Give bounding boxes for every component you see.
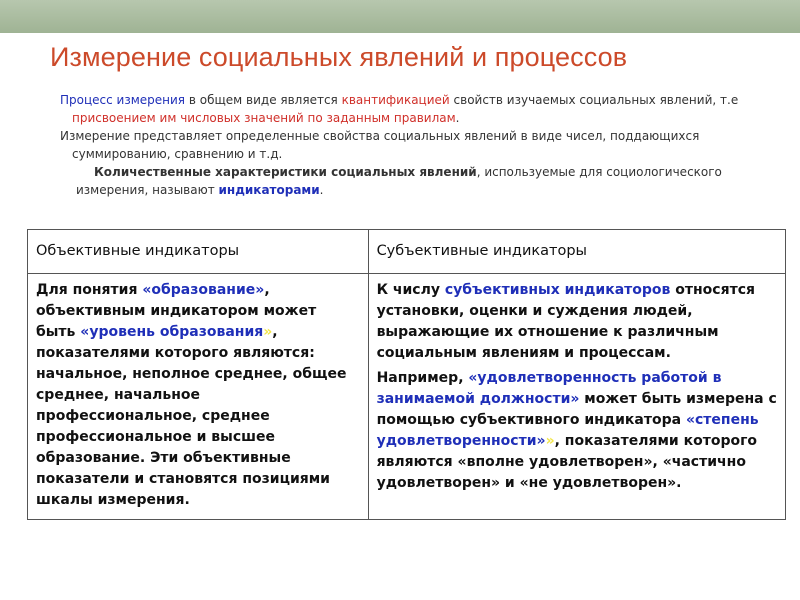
header-subjective-indicators: Субъективные индикаторы [368,230,785,274]
right-p2-c: может быть измерена с помощью субъективного индикатора [376,391,777,428]
indicators-table [27,229,786,520]
right-paragraph-1 [377,280,777,364]
left-quote-mark: » [263,324,273,340]
term-education-level: «уровень образования [80,324,264,340]
term-indicators: индикаторами [218,183,320,197]
intro-text [60,91,760,199]
subjective-indicators-cell [368,274,785,520]
term-quantification: квантификацией [341,93,450,107]
intro-p3-text: , используемые для социологического измерения, называют [76,165,722,197]
right-p2-f: , показателями которого являются «вполне удовлетворен», «частично удовлетворен» и «не удовлетворен». [376,433,758,491]
term-subjective-indicators: субъективных индикаторов [444,282,671,298]
left-text-f: , показателями которого являются: начальное, неполное среднее, общее среднее, начальное профессиональное, среднее профессиональное и высшее образование. Эти объективные показатели и становятся позициями шкалы измерения. [36,324,347,508]
term-quantitative-characteristics: Количественные характеристики социальных явлений [94,165,477,179]
term-assignment: присвоением им числовых значений по заданным правилам [72,111,456,125]
term-job-satisfaction: «удовлетворенность работой в занимаемой должности» [376,370,722,407]
objective-indicators-cell [28,274,369,520]
intro-p1-end: . [455,111,460,125]
intro-p1-text-a: в общем виде является [185,93,342,107]
table-row [28,274,786,520]
term-education: «образование» [142,282,265,298]
header-objective-indicators: Объективные индикаторы [28,230,369,274]
term-satisfaction-degree: «степень удовлетворенности» [376,412,759,449]
right-quote-mark: » [545,433,555,449]
right-p1-c: относятся установки, оценки и суждения людей, выражающие их отношение к различным социальным явлениям и процессам. [376,282,755,361]
intro-paragraph-3 [60,163,760,199]
intro-paragraph-2: Измерение представляет определенные свойства социальных явлений в виде чисел, поддающихся суммированию, сравнению и т.д. [60,129,700,161]
left-text-c: , объективным индикатором может быть [36,282,317,340]
slide-title: Измерение социальных явлений и процессов [50,42,628,72]
intro-p3-end: . [319,183,324,197]
top-decorative-band [0,0,800,33]
right-p1-a: К числу [376,282,445,298]
right-paragraph-2 [377,368,777,494]
term-measurement-process: Процесс измерения [60,93,186,107]
right-p2-a: Например, [376,370,469,386]
table-header-row [28,230,786,274]
left-text-a: Для понятия [36,282,143,298]
intro-paragraph-1 [60,91,760,127]
intro-p1-text-b: свойств изучаемых социальных явлений, т.е [449,93,739,107]
